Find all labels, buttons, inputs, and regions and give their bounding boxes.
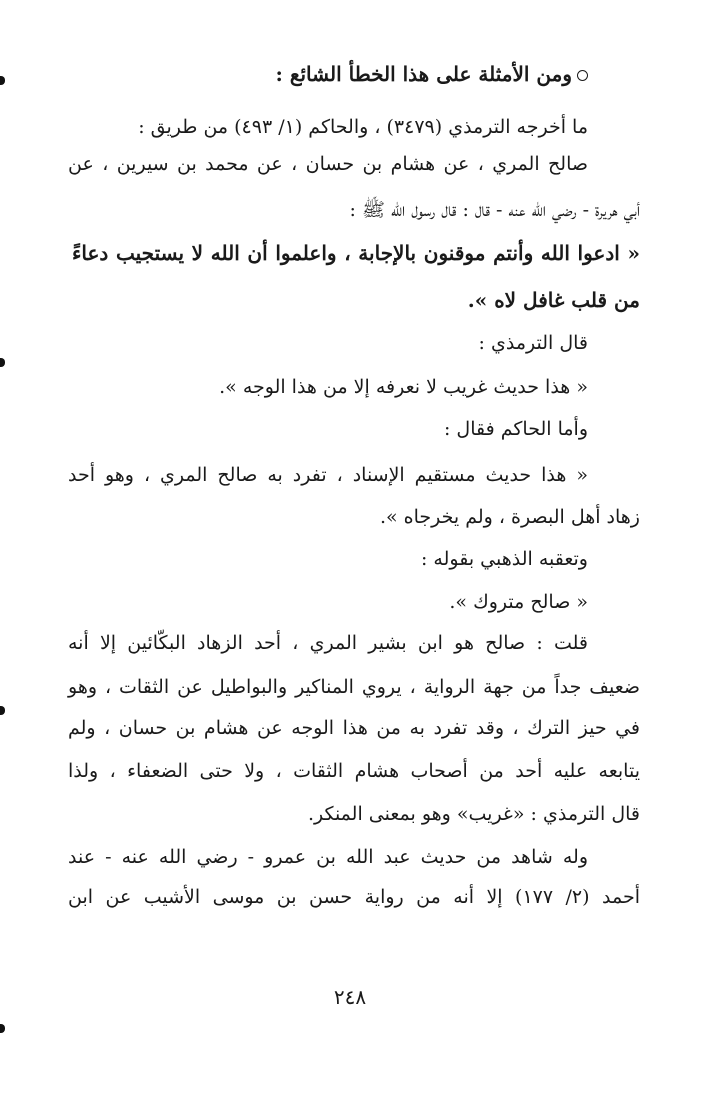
quote-line: « هذا حديث مستقيم الإسناد ، تفرد به صالح المري ، وهو أحد xyxy=(68,464,588,486)
scan-margin-mark xyxy=(0,706,5,715)
text-line: وتعقبه الذهبي بقوله : xyxy=(420,548,588,570)
circle-bullet-icon xyxy=(577,70,588,81)
scan-margin-mark xyxy=(0,358,5,367)
text-line: ما أخرجه الترمذي (٣٤٧٩) ، والحاكم (١/ ٤٩٣) من طريق : xyxy=(138,116,588,138)
section-heading xyxy=(276,60,589,88)
quote-line: زهاد أهل البصرة ، ولم يخرجاه ». xyxy=(379,506,640,528)
text-line: قال الترمذي : «غريب» وهو بمعنى المنكر. xyxy=(307,803,640,825)
text-line: يتابعه عليه أحد من أصحاب هشام الثقات ، ولا حتى الضعفاء ، ولذا xyxy=(68,760,640,782)
heading-text: ومن الأمثلة على هذا الخطأ الشائع : xyxy=(275,62,572,86)
quote-line: « هذا حديث غريب لا نعرفه إلا من هذا الوجه ». xyxy=(219,376,588,398)
text-line: في حيز الترك ، وقد تفرد به من هذا الوجه عن هشام بن حسان ، ولم xyxy=(68,717,640,739)
text-line: وله شاهد من حديث عبد الله بن عمرو - رضي الله عنه - عند xyxy=(68,846,588,868)
scan-margin-mark xyxy=(0,76,5,85)
text-line: صالح المري ، عن هشام بن حسان ، عن محمد بن سيرين ، عن xyxy=(68,153,588,175)
scan-margin-mark xyxy=(0,1024,5,1033)
hadith-text: من قلب غافل لاه ». xyxy=(467,288,640,312)
text-line: وأما الحاكم فقال : xyxy=(443,418,588,440)
text-line: ضعيف جداً من جهة الرواية ، يروي المناكير والبواطيل عن الثقات ، وهو xyxy=(68,676,640,698)
text-line: أحمد (٢/ ١٧٧) إلا أنه من رواية حسن بن موسى الأشيب عن ابن xyxy=(68,886,640,908)
text-line: أبي هريرة - رضي الله عنه - قال : قال رسول الله ﷺ : xyxy=(349,199,640,221)
text-line: قلت : صالح هو ابن بشير المري ، أحد الزهاد البكّائين إلا أنه xyxy=(68,632,588,654)
quote-line: « صالح متروك ». xyxy=(449,591,588,613)
page-number: ٢٤٨ xyxy=(333,985,367,1009)
hadith-text: « ادعوا الله وأنتم موقنون بالإجابة ، واعلموا أن الله لا يستجيب دعاءً xyxy=(72,241,640,265)
text-line: قال الترمذي : xyxy=(478,332,588,354)
